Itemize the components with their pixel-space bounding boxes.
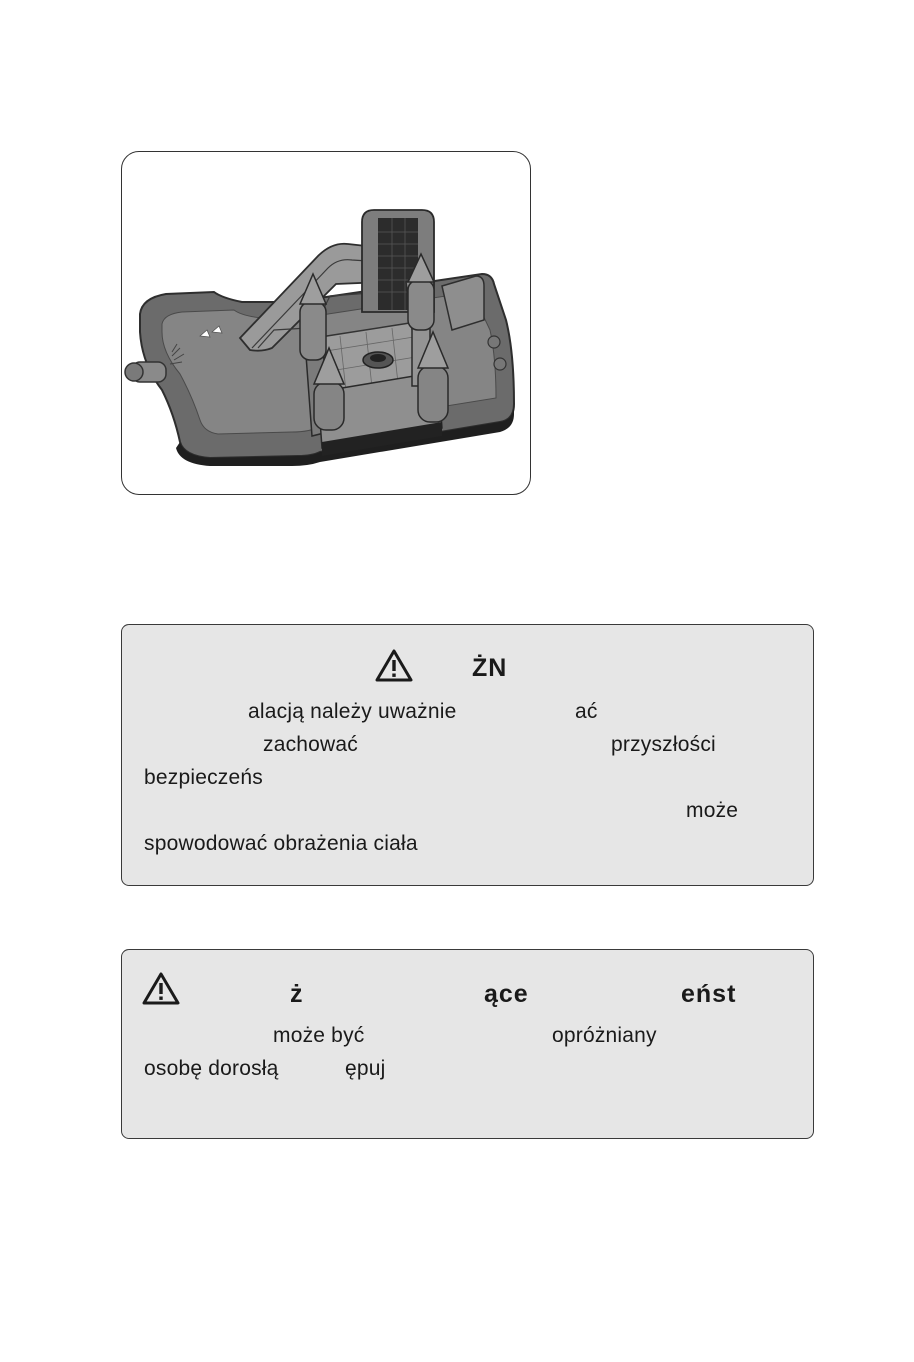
product-illustration-frame	[121, 151, 531, 495]
warning-triangle-icon	[142, 972, 180, 1005]
warning-line-1b: opróżniany	[552, 1024, 657, 1047]
warning-box	[121, 949, 814, 1139]
notice-line-3: bezpieczeńs	[144, 766, 263, 789]
notice-line-5: spowodować obrażenia ciała	[144, 832, 418, 855]
notice-line-2b: przyszłości	[611, 733, 716, 756]
notice-line-1b: ać	[575, 700, 598, 723]
notice-line-1a: alacją należy uważnie	[248, 700, 457, 723]
notice-line-2a: zachować	[263, 733, 358, 756]
notice-line-4: może	[686, 799, 739, 822]
warning-heading-fragment-3: eńst	[681, 980, 737, 1008]
warning-line-1a: może być	[273, 1024, 365, 1047]
inflatable-water-park-illustration	[122, 152, 531, 495]
warning-heading-fragment-1: ż	[290, 980, 304, 1008]
warning-line-2b: ępuj	[345, 1057, 386, 1080]
warning-heading-fragment-2: ące	[484, 980, 529, 1008]
warning-triangle-icon	[375, 649, 413, 682]
warning-line-2a: osobę dorosłą	[144, 1057, 279, 1080]
notice-title-fragment: ŻN	[472, 654, 508, 682]
